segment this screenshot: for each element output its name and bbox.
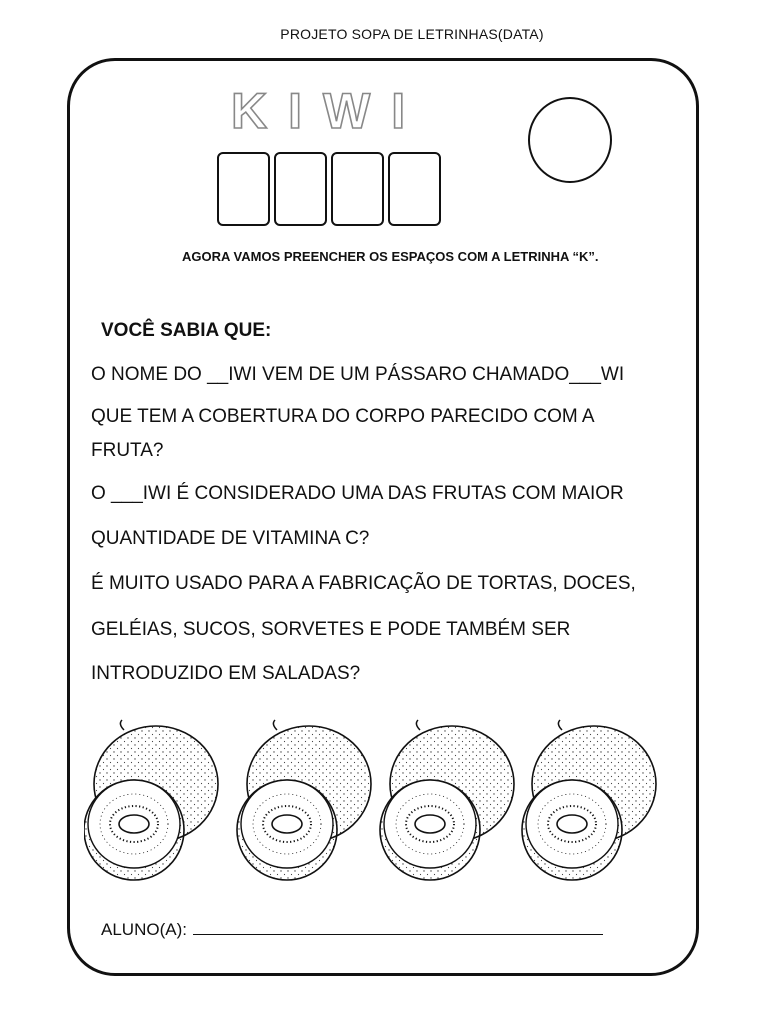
drawing-circle[interactable] [528,97,612,183]
text-line: É MUITO USADO PARA A FABRICAÇÃO DE TORTAS, DOCES, [91,573,636,594]
kiwi-illustrations [84,716,684,886]
student-name-row [101,920,603,940]
text-line: O ___IWI É CONSIDERADO UMA DAS FRUTAS COM MAIOR [91,483,624,504]
kiwi-fruit-icon [522,720,656,880]
letter-box[interactable] [388,152,441,226]
text-line: INTRODUZIDO EM SALADAS? [91,663,361,684]
text-line: QUANTIDADE DE VITAMINA C? [91,528,370,549]
student-name-field[interactable] [193,920,603,935]
text-line: FRUTA? [91,440,164,461]
kiwi-fruit-icon [237,720,371,880]
outlined-word: KIWI [231,83,427,139]
section-heading: VOCÊ SABIA QUE: [101,320,272,341]
student-label: ALUNO(A): [101,920,187,939]
text-line: GELÉIAS, SUCOS, SORVETES E PODE TAMBÉM SER [91,619,571,640]
instruction-text: AGORA VAMOS PREENCHER OS ESPAÇOS COM A LETRINHA “K”. [182,249,599,264]
page-header: PROJETO SOPA DE LETRINHAS(DATA) [280,26,544,42]
kiwi-fruit-icon [84,720,218,880]
kiwi-fruit-icon [380,720,514,880]
letter-boxes [217,152,441,226]
letter-box[interactable] [331,152,384,226]
letter-box[interactable] [217,152,270,226]
text-line: QUE TEM A COBERTURA DO CORPO PARECIDO COM A [91,406,595,427]
letter-box[interactable] [274,152,327,226]
text-line: O NOME DO __IWI VEM DE UM PÁSSARO CHAMADO___WI [91,364,625,385]
